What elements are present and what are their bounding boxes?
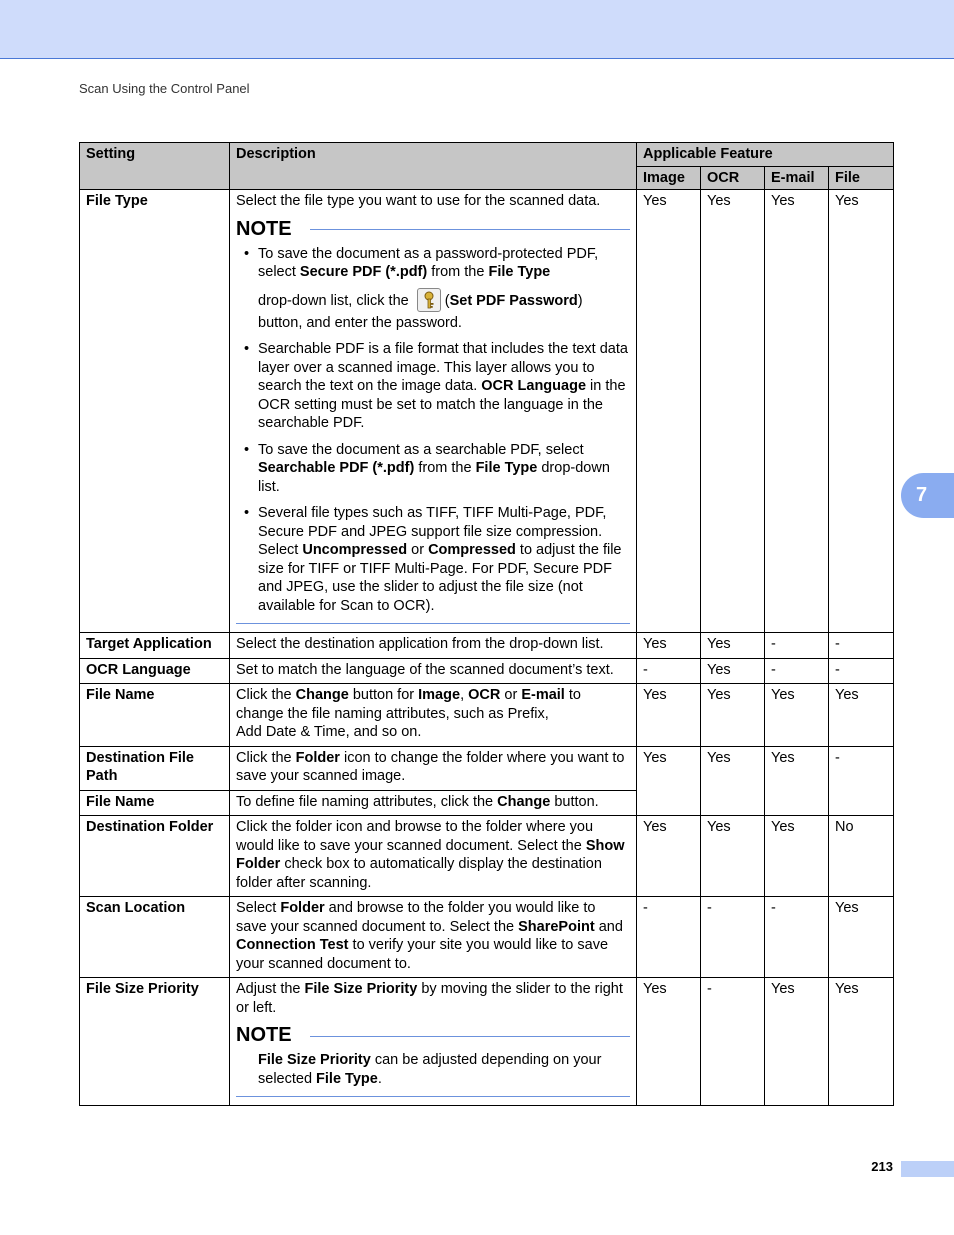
- file-cell: -: [829, 746, 894, 816]
- note-item: • To save the document as a password-protected PDF, select Secure PDF (*.pdf) from the File Type drop-down list, click the (Set PDF Password) button, and enter the password.: [244, 245, 599, 331]
- header-applicable-feature: Applicable Feature: [637, 143, 894, 167]
- image-cell: Yes: [637, 816, 701, 897]
- email-cell: Yes: [765, 190, 829, 633]
- image-cell: Yes: [637, 633, 701, 659]
- table-row: [80, 978, 894, 1106]
- page-number: 213: [871, 1159, 893, 1174]
- table-row: [80, 816, 894, 897]
- description-cell: Select the destination application from the drop-down list.: [230, 633, 637, 659]
- note-rule: [310, 1036, 630, 1037]
- setting-cell: File Name: [80, 790, 230, 816]
- table-row: [80, 190, 894, 633]
- ocr-cell: Yes: [701, 633, 765, 659]
- description-cell: Click the folder icon and browse to the folder where you would like to save your scanned document. Select the Show Folder check box to automatically display the destination folder after scanning.: [230, 816, 637, 897]
- setting-cell: Destination Folder: [80, 816, 230, 897]
- header-image: Image: [637, 166, 701, 190]
- image-cell: -: [637, 658, 701, 684]
- header-email: E-mail: [765, 166, 829, 190]
- note-box: [236, 217, 630, 625]
- image-cell: Yes: [637, 190, 701, 633]
- description-cell: [230, 190, 637, 633]
- settings-table: [79, 142, 894, 1106]
- ocr-cell: -: [701, 897, 765, 978]
- note-header: [236, 217, 630, 241]
- setting-cell: File Name: [80, 684, 230, 747]
- ocr-cell: Yes: [701, 658, 765, 684]
- note-item: • Several file types such as TIFF, TIFF Multi-Page, PDF, Secure PDF and JPEG support file size compression. Select Uncompressed or Compressed to adjust the file size for TIFF or TIFF Multi-Page. For PDF, Secure PDF and JPEG, use the slider to adjust the file size (not available for Scan to OCR).: [244, 505, 622, 614]
- ocr-cell: -: [701, 978, 765, 1106]
- email-cell: -: [765, 633, 829, 659]
- note-item: • Searchable PDF is a file format that includes the text data layer over a scanned image. This layer allows you to search the text on the image data. OCR Language in the OCR setting must be set to match the language in the searchable PDF.: [244, 341, 628, 431]
- file-cell: Yes: [829, 190, 894, 633]
- table-row: [80, 684, 894, 747]
- description-cell: Select Folder and browse to the folder you would like to save your scanned document to. Select the SharePoint and Connection Test to verify your site you would like to save your scanned document to.: [230, 897, 637, 978]
- email-cell: Yes: [765, 816, 829, 897]
- ocr-cell: Yes: [701, 816, 765, 897]
- image-cell: Yes: [637, 746, 701, 816]
- description-cell: To define file naming attributes, click the Change button.: [230, 790, 637, 816]
- header-ocr: OCR: [701, 166, 765, 190]
- header-setting: Setting: [80, 143, 230, 190]
- running-title: Scan Using the Control Panel: [79, 81, 250, 96]
- chapter-tab: 7: [901, 473, 954, 518]
- setting-cell: Scan Location: [80, 897, 230, 978]
- note-header: [236, 1023, 630, 1047]
- ocr-cell: Yes: [701, 684, 765, 747]
- email-cell: -: [765, 658, 829, 684]
- image-cell: Yes: [637, 978, 701, 1106]
- description-cell: Adjust the File Size Priority by moving the slider to the right or left. NOTE File Size Priority can be adjusted depending on your selected File Type.: [230, 978, 637, 1106]
- table-header-row: [80, 143, 894, 167]
- setting-cell: Destination File Path: [80, 746, 230, 790]
- note-title: NOTE: [236, 1024, 292, 1046]
- file-cell: No: [829, 816, 894, 897]
- note-rule: [310, 229, 630, 230]
- table-row: [80, 633, 894, 659]
- file-cell: -: [829, 658, 894, 684]
- description-cell: Set to match the language of the scanned document’s text.: [230, 658, 637, 684]
- setting-cell: File Type: [80, 190, 230, 633]
- note-list: [236, 245, 630, 616]
- note-text: File Size Priority can be adjusted depending on your selected File Type.: [258, 1052, 602, 1087]
- header-description: Description: [230, 143, 637, 190]
- description-cell: Click the Change button for Image, OCR or E-mail to change the file naming attributes, such as Prefix, Add Date & Time, and so on.: [230, 684, 637, 747]
- ocr-cell: Yes: [701, 746, 765, 816]
- setting-cell: File Size Priority: [80, 978, 230, 1106]
- table-row: [80, 746, 894, 790]
- description-text: Select the file type you want to use for the scanned data.: [236, 193, 601, 209]
- file-cell: Yes: [829, 978, 894, 1106]
- file-cell: Yes: [829, 684, 894, 747]
- email-cell: Yes: [765, 684, 829, 747]
- note-box: [236, 1023, 630, 1097]
- header-file: File: [829, 166, 894, 190]
- email-cell: Yes: [765, 978, 829, 1106]
- image-cell: -: [637, 897, 701, 978]
- description-cell: Click the Folder icon to change the folder where you want to save your scanned image.: [230, 746, 637, 790]
- table-row: [80, 897, 894, 978]
- table-row: [80, 658, 894, 684]
- image-cell: Yes: [637, 684, 701, 747]
- file-cell: -: [829, 633, 894, 659]
- page-number-bar: [901, 1161, 954, 1177]
- note-item: • To save the document as a searchable PDF, select Searchable PDF (*.pdf) from the File Type drop-down list.: [244, 441, 610, 495]
- ocr-cell: Yes: [701, 190, 765, 633]
- key-icon: [417, 288, 441, 312]
- file-cell: Yes: [829, 897, 894, 978]
- email-cell: Yes: [765, 746, 829, 816]
- note-title: NOTE: [236, 217, 292, 240]
- setting-cell: OCR Language: [80, 658, 230, 684]
- setting-cell: Target Application: [80, 633, 230, 659]
- top-header-band: [0, 0, 954, 59]
- email-cell: -: [765, 897, 829, 978]
